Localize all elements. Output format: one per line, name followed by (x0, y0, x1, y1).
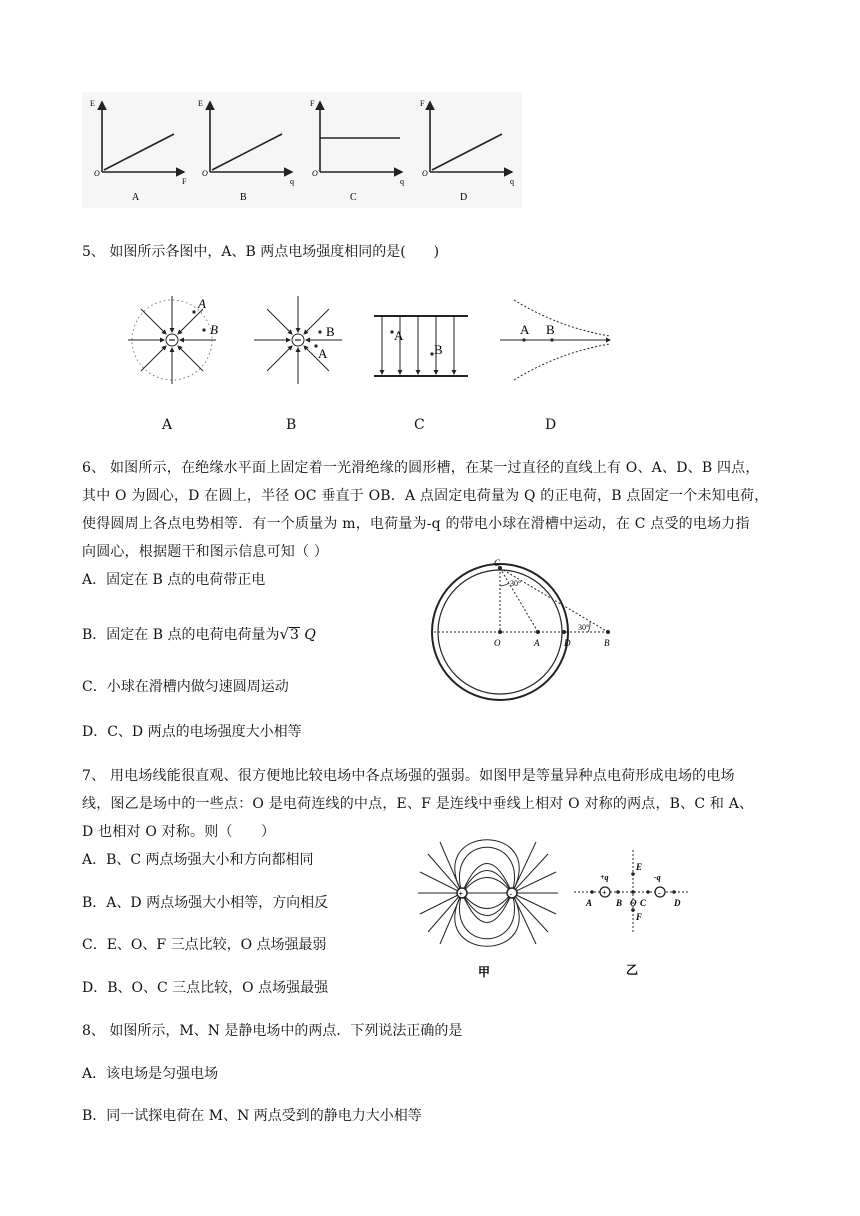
q5-fig-a (128, 296, 218, 384)
graph-d-y-label: F (420, 99, 425, 108)
graph-c (310, 99, 404, 203)
q6-fig-angle-2: 30° (578, 623, 590, 632)
graph-c-x-label: q (400, 177, 404, 186)
q7-fig-plus-q: +q (600, 873, 609, 882)
q5-fig-b-point-a: A (318, 346, 328, 361)
q7-fig-jia-label: 甲 (478, 965, 491, 979)
q5-fig-a-point-b: B (210, 322, 218, 337)
q6-option-c: C．小球在滑槽内做匀速圆周运动 (82, 679, 289, 695)
q5-fig-label-c: C (414, 417, 425, 433)
q6-option-a: A．固定在 B 点的电荷带正电 (82, 572, 266, 588)
q5-fig-d-point-b: B (546, 322, 555, 337)
graph-b (198, 99, 294, 203)
q7-fig-minus-q: -q (654, 873, 661, 882)
q7-fig-e: E (636, 862, 643, 872)
q7-fig-o: O (630, 898, 637, 908)
q6-fig-d: D (564, 638, 571, 648)
q6-fig-b: B (604, 638, 610, 648)
q7-fig-yi-label: 乙 (626, 963, 639, 976)
q6-option-b (82, 624, 316, 645)
q7-fig-f: F (636, 912, 643, 922)
q6-fig-angle-1: 30° (510, 579, 522, 588)
graph-a (90, 99, 187, 203)
q8-stem: 8、 如图所示，M、N 是静电场中的两点．下列说法正确的是 (82, 1023, 463, 1039)
q6-option-b-sqrt: √3 (279, 625, 299, 643)
q6-stem (82, 454, 782, 566)
graph-d-label: D (460, 192, 468, 203)
graph-c-label: C (350, 192, 357, 203)
svg-text:+: + (602, 888, 607, 898)
q6-option-b-q: Q (304, 627, 316, 643)
graph-a-y-label: E (90, 99, 95, 108)
q7-option-a: A．B、C 两点场强大小和方向都相同 (82, 852, 314, 868)
q6-option-d: D．C、D 两点的电场强度大小相等 (82, 724, 302, 740)
graph-b-y-label: E (198, 99, 203, 108)
graph-b-label: B (240, 192, 247, 203)
svg-text:+: + (458, 889, 464, 899)
q7-fig-c: C (640, 898, 647, 908)
q5-stem: 5、 如图所示各图中，A、B 两点电场强度相同的是( ) (82, 244, 440, 260)
q5-fig-c-point-a: A (394, 328, 404, 343)
graph-a-label: A (132, 192, 140, 203)
graph-c-y-label: F (310, 99, 315, 108)
svg-text:-: - (509, 889, 513, 899)
q5-fig-label-a: A (162, 417, 173, 433)
q7-fig-d: D (674, 898, 681, 908)
q5-fig-a-point-a: A (198, 296, 206, 311)
q8-option-a: A．该电场是匀强电场 (82, 1066, 219, 1082)
q6-stem-line-4: 向圆心，根据题干和图示信息可知（ ） (82, 544, 329, 560)
svg-text:-: - (658, 888, 661, 898)
graph-b-origin: O (202, 169, 208, 178)
q5-fig-b-point-b: B (326, 324, 335, 339)
q7-fig-a: A (586, 898, 593, 908)
graph-d-x-label: q (510, 177, 514, 186)
q5-fig-label-b: B (286, 417, 297, 433)
q8-option-b: B．同一试探电荷在 M、N 两点受到的静电力大小相等 (82, 1108, 422, 1124)
q7-stem-line-3: D 也相对 O 对称。则（ ） (82, 824, 276, 840)
top-graphs-figure (82, 92, 522, 208)
q6-stem-line-3: 使得圆周上各点电势相等．有一个质量为 m，电荷量为-q 的带电小球在滑槽中运动，在 C 点受的电场力指 (82, 516, 750, 532)
q7-option-d: D．B、O、C 三点比较，O 点场强最强 (82, 980, 329, 996)
q6-stem-line-2: 其中 O 为圆心，D 在圆上，半径 OC 垂直于 OB．A 点固定电荷量为 Q 的正电荷，B 点固定一个未知电荷， (82, 488, 769, 504)
q6-fig-o: O (494, 638, 501, 648)
q7-figure-yi (572, 848, 692, 976)
q6-figure (430, 552, 630, 712)
q7-option-b: B．A、D 两点场强大小相等，方向相反 (82, 895, 329, 911)
q5-fig-c-point-b: B (434, 342, 443, 357)
q6-fig-a: A (534, 638, 540, 648)
q7-fig-b: B (616, 898, 623, 908)
q5-fig-d (500, 300, 610, 380)
q6-stem-line-1: 6、 如图所示，在绝缘水平面上固定着一光滑绝缘的圆形槽，在某一过直径的直线上有 O、A、D、B 四点， (82, 460, 760, 476)
q5-figures (120, 288, 620, 388)
q7-option-c: C．E、O、F 三点比较，O 点场强最弱 (82, 937, 327, 953)
q6-option-b-text: B．固定在 B 点的电荷电荷量为 (82, 627, 280, 643)
graph-c-origin: O (312, 169, 318, 178)
graph-a-origin: O (94, 169, 100, 178)
q6-fig-c: C (494, 558, 501, 568)
q7-stem-line-1: 7、 用电场线能很直观、很方便地比较电场中各点场强的强弱。如图甲是等量异种点电荷形成电场的电场 (82, 768, 735, 784)
q5-fig-c (374, 316, 468, 376)
q5-fig-b (254, 296, 342, 384)
q5-fig-label-d: D (545, 417, 557, 433)
graph-a-x-label: F (182, 177, 187, 186)
graph-d-origin: O (422, 169, 428, 178)
q7-figure-jia (414, 832, 574, 982)
graph-b-x-label: q (290, 177, 294, 186)
graph-d (420, 99, 514, 203)
q7-stem-line-2: 线，图乙是场中的一些点：O 是电荷连线的中点，E、F 是连线中垂线上相对 O 对称的两点，B、C 和 A、 (82, 796, 754, 812)
q5-fig-d-point-a: A (520, 322, 530, 337)
